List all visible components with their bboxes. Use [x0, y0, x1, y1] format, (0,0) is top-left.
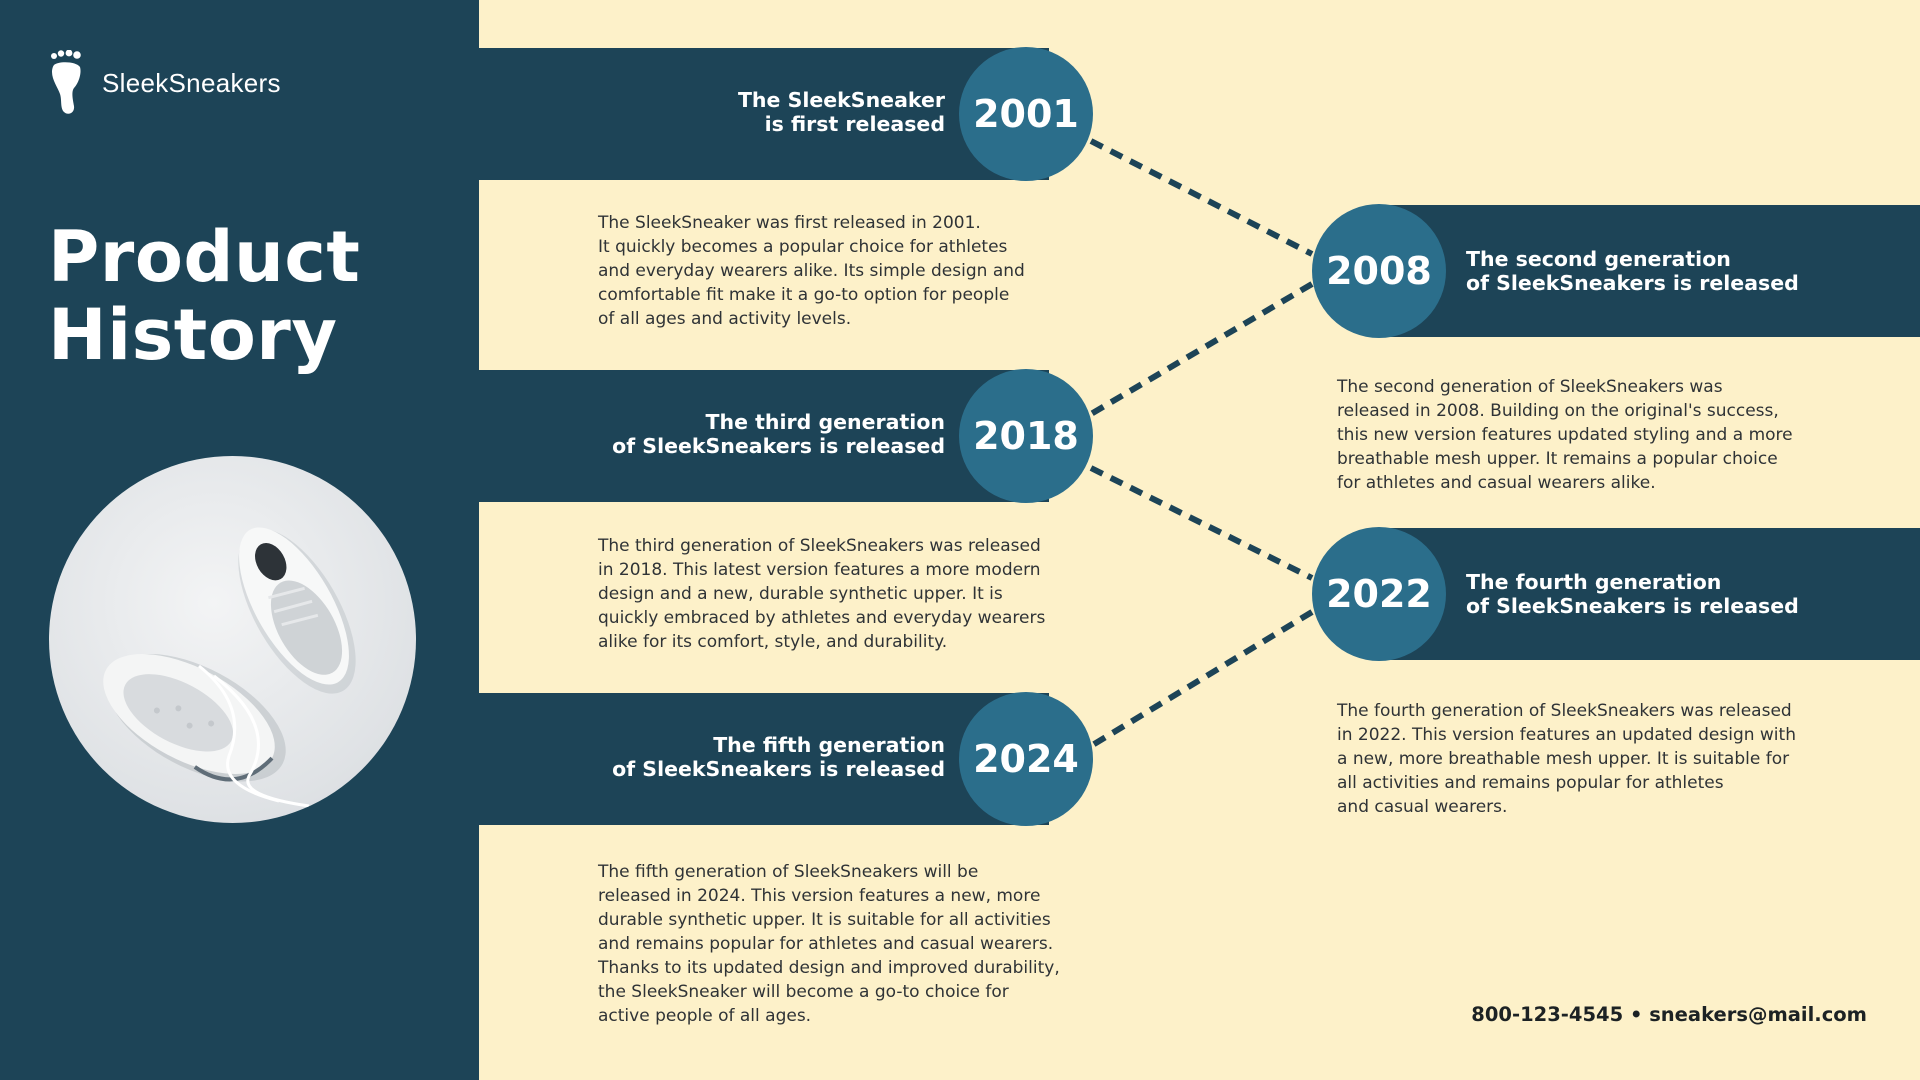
milestone-2024-description: The fifth generation of SleekSneakers will be released in 2024. This version features a new, more durable synthetic upper. It is suitable for all activities and remains popular for athletes and casual wearers. Thanks to its updated design and improved durability, the SleekSneaker will become a go-to choice for active people of all ages.: [598, 862, 1060, 1026]
connector-2022-2024: [1091, 612, 1312, 746]
year-badge-2018: 2018: [959, 369, 1093, 503]
milestone-2024-title: The fifth generation of SleekSneakers is released: [612, 733, 945, 781]
milestone-2001-title: The SleekSneaker is first released: [737, 88, 945, 136]
connector-2018-2022: [1091, 468, 1312, 578]
milestone-2008-description: The second generation of SleekSneakers was released in 2008. Building on the original's success, this new version features updated styling and a more breathable mesh upper. It remains a popular choice for athletes and casual wearers alike.: [1337, 377, 1793, 493]
contact-info: 800-123-4545 • sneakers@mail.com: [1471, 1003, 1867, 1026]
year-badge-2001: 2001: [959, 47, 1093, 181]
milestone-2018-description: The third generation of SleekSneakers was released in 2018. This latest version features a more modern design and a new, durable synthetic upper. It is quickly embraced by athletes and everyday wearers alike for its comfort, style, and durability.: [598, 536, 1046, 652]
milestone-2008-title: The second generation of SleekSneakers is released: [1466, 247, 1799, 295]
year-badge-2022: 2022: [1312, 527, 1446, 661]
brand-name: SleekSneakers: [102, 67, 281, 98]
page-title-line1: Product: [48, 216, 361, 298]
milestone-2022-title: The fourth generation of SleekSneakers is released: [1466, 570, 1799, 618]
milestone-2022-description: The fourth generation of SleekSneakers was released in 2022. This version features an updated design with a new, more breathable mesh upper. It is suitable for all activities and remains popular for athletes and casual wearers.: [1337, 701, 1796, 817]
page-title-line2: History: [48, 294, 338, 376]
milestone-2001-description: The SleekSneaker was first released in 2001. It quickly becomes a popular choice for athletes and everyday wearers alike. Its simple design and comfortable fit make it a go-to option for people of all ages and activity levels.: [598, 213, 1025, 329]
connector-2001-2008: [1091, 141, 1312, 254]
year-badge-2024: 2024: [959, 692, 1093, 826]
connector-2008-2018: [1091, 284, 1312, 414]
milestone-2018-title: The third generation of SleekSneakers is released: [612, 410, 945, 458]
year-badge-2008: 2008: [1312, 204, 1446, 338]
